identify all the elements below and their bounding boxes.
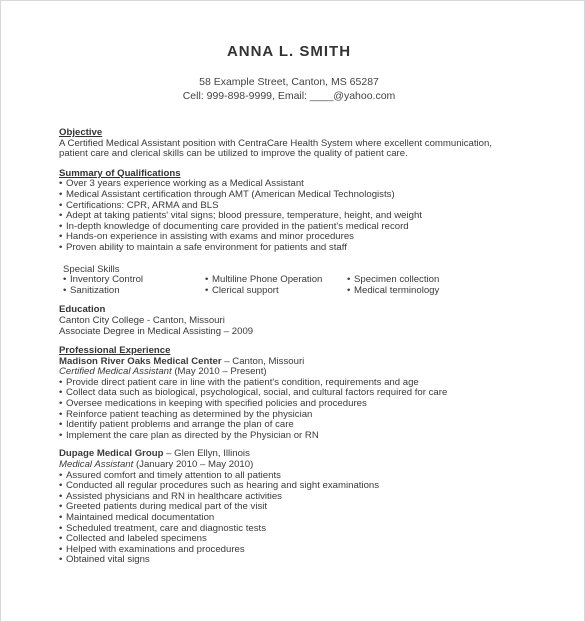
skills-grid [63, 275, 529, 296]
list-item: • In-depth knowledge of documenting care provided in the patient's medical record [59, 222, 529, 233]
skill-item: • Inventory Control [63, 275, 205, 286]
job-duties-list [59, 378, 529, 442]
summary-list [59, 179, 529, 253]
education-line: Canton City College - Canton, Missouri [59, 314, 225, 326]
employer-location: – Glen Ellyn, Illinois [163, 448, 250, 460]
job-dates: (May 2010 – Present) [171, 366, 267, 378]
job-entry [59, 357, 529, 442]
list-item: • Hands-on experience in assisting with exams and minor procedures [59, 232, 529, 243]
job-entry [59, 449, 529, 566]
list-item: • Adept at taking patients' vital signs; blood pressure, temperature, height, and weight [59, 211, 529, 222]
special-skills-heading: Special Skills [63, 263, 120, 275]
skill-item: • Clerical support [205, 286, 347, 297]
education-line: Associate Degree in Medical Assisting – 2009 [59, 325, 254, 337]
list-item: • Collected and labeled specimens [59, 534, 529, 545]
job-role: Certified Medical Assistant [59, 366, 172, 378]
list-item: • Reinforce patient teaching as determined by the physician [59, 410, 529, 421]
list-item: • Scheduled treatment, care and diagnostic tests [59, 524, 529, 535]
experience-section [59, 346, 529, 566]
experience-heading: Professional Experience [59, 345, 171, 357]
list-item: • Oversee medications in keeping with specified policies and procedures [59, 399, 529, 410]
employer-location: – Canton, Missouri [221, 355, 305, 367]
summary-section [59, 169, 529, 297]
skill-item: • Sanitization [63, 286, 205, 297]
contact-block [59, 76, 519, 103]
employer-name: Madison River Oaks Medical Center [59, 355, 222, 367]
candidate-name: ANNA L. SMITH [226, 43, 352, 60]
employer-name: Dupage Medical Group [59, 448, 164, 460]
education-heading: Education [59, 304, 106, 316]
objective-heading: Objective [59, 127, 103, 138]
list-item: • Obtained vital signs [59, 555, 529, 566]
objective-section [59, 128, 529, 160]
list-item: • Provide direct patient care in line with the patient's condition, requirements and age [59, 378, 529, 389]
job-duties-list [59, 471, 529, 566]
list-item: • Assured comfort and timely attention to all patients [59, 471, 529, 482]
list-item: • Helped with examinations and procedures [59, 545, 529, 556]
summary-heading: Summary of Qualifications [59, 167, 181, 179]
job-role: Medical Assistant [59, 459, 134, 471]
skill-item: • Specimen collection [347, 275, 489, 286]
address-line: 58 Example Street, Canton, MS 65287 [199, 76, 379, 88]
resume-body [59, 128, 529, 566]
skill-item: • Multiline Phone Operation [205, 275, 347, 286]
objective-line: patient care and clerical skills can be utilized to improve the quality of patient care. [59, 148, 408, 160]
job-dates: (January 2010 – May 2010) [133, 459, 254, 471]
objective-line: A Certified Medical Assistant position with CentraCare Health System where excellent communication, [59, 137, 492, 149]
list-item: • Maintained medical documentation [59, 513, 529, 524]
list-item: • Greeted patients during medical part of the visit [59, 502, 529, 513]
list-item: • Assisted physicians and RN in healthcare activities [59, 492, 529, 503]
list-item: • Identify patient problems and arrange the plan of care [59, 420, 529, 431]
skill-item: • Medical terminology [347, 286, 489, 297]
contact-line: Cell: 999-898-9999, Email: ____@yahoo.com [182, 89, 396, 102]
list-item: • Certifications: CPR, ARMA and BLS [59, 201, 529, 212]
list-item: • Conducted all regular procedures such as hearing and sight examinations [59, 481, 529, 492]
education-section [59, 305, 529, 337]
list-item: • Collect data such as biological, psychological, social, and cultural factors required for care [59, 388, 529, 399]
list-item: • Proven ability to maintain a safe environment for patients and staff [59, 243, 529, 254]
list-item: • Medical Assistant certification through AMT (American Medical Technologists) [59, 190, 529, 201]
list-item: • Over 3 years experience working as a Medical Assistant [59, 179, 529, 190]
list-item: • Implement the care plan as directed by the Physician or RN [59, 431, 529, 442]
